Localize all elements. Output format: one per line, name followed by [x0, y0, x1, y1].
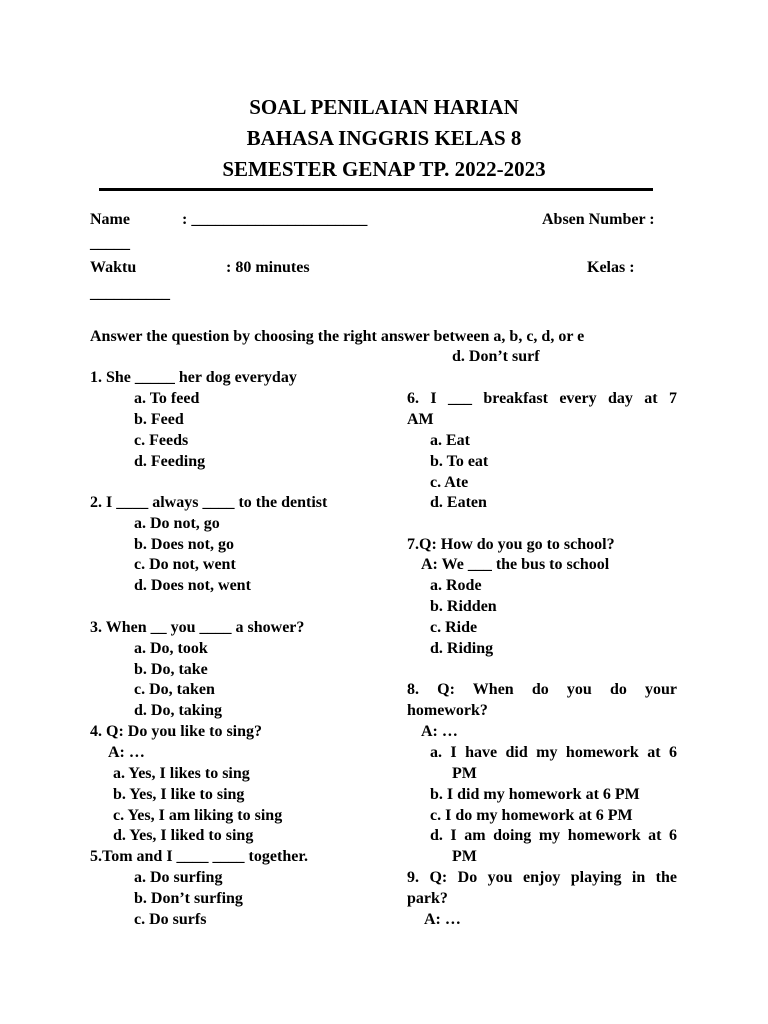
option: b. Yes, I like to sing — [113, 786, 245, 803]
question-text-cont: park? — [407, 890, 448, 907]
question-text: 9. Q: Do you enjoy playing in the — [407, 869, 677, 886]
option: d. I am doing my homework at 6 — [430, 827, 677, 844]
option: a. Rode — [430, 577, 482, 594]
name-blank: : ______________________ — [182, 211, 368, 228]
question-text: 4. Q: Do you like to sing? — [90, 723, 263, 740]
option: c. Do not, went — [134, 556, 236, 573]
option: d. Feeding — [134, 453, 206, 470]
option: d. Yes, I liked to sing — [113, 827, 254, 844]
instruction: Answer the question by choosing the right answer between a, b, c, d, or e — [90, 328, 585, 345]
question-text: 6. I ___ breakfast every day at 7 — [407, 390, 677, 407]
answer-prompt: A: … — [424, 911, 461, 928]
answer-prompt: A: … — [108, 744, 145, 761]
question-text: 7.Q: How do you go to school? — [407, 536, 615, 553]
option: a. Eat — [430, 432, 470, 449]
option: d. Eaten — [430, 494, 487, 511]
waktu-value: : 80 minutes — [226, 259, 310, 276]
option: a. I have did my homework at 6 — [430, 744, 677, 761]
option: b. Feed — [134, 411, 184, 428]
q5-option-d: d. Don’t surf — [452, 348, 540, 365]
option: b. I did my homework at 6 PM — [430, 786, 640, 803]
option: c. Ate — [430, 474, 469, 491]
question-text: 8. Q: When do you do your — [407, 681, 677, 698]
option: a. Yes, I likes to sing — [113, 765, 250, 782]
option: b. Does not, go — [134, 536, 235, 553]
option-cont: PM — [452, 765, 477, 782]
option-cont: PM — [452, 848, 477, 865]
answer-prompt: A: We ___ the bus to school — [421, 556, 610, 573]
option: d. Do, taking — [134, 702, 223, 719]
option: a. Do surfing — [134, 869, 223, 886]
title-line-3: SEMESTER GENAP TP. 2022-2023 — [222, 157, 546, 181]
option: c. Do, taken — [134, 681, 215, 698]
question-text: 3. When __ you ____ a shower? — [90, 619, 305, 636]
option: a. Do, took — [134, 640, 208, 657]
title-line-1: SOAL PENILAIAN HARIAN — [249, 95, 519, 119]
option: b. Ridden — [430, 598, 497, 615]
option: d. Does not, went — [134, 577, 251, 594]
option: d. Riding — [430, 640, 494, 657]
option: a. Do not, go — [134, 515, 220, 532]
question-text: 5.Tom and I ____ ____ together. — [90, 848, 308, 865]
kelas-blank: __________ — [90, 285, 170, 302]
kelas-label: Kelas : — [587, 259, 635, 276]
question-text: 2. I ____ always ____ to the dentist — [90, 494, 328, 511]
option: c. Feeds — [134, 432, 189, 449]
absen-blank: _____ — [90, 235, 130, 252]
option: a. To feed — [134, 390, 200, 407]
title-line-2: BAHASA INGGRIS KELAS 8 — [246, 126, 522, 150]
option: b. To eat — [430, 453, 489, 470]
answer-prompt: A: … — [421, 723, 458, 740]
absen-label: Absen Number : — [542, 211, 655, 228]
option: b. Don’t surfing — [134, 890, 243, 907]
question-text: 1. She _____ her dog everyday — [90, 369, 297, 386]
option: c. Ride — [430, 619, 478, 636]
name-label: Name — [90, 211, 130, 228]
option: c. Do surfs — [134, 911, 207, 928]
header-divider — [99, 188, 653, 191]
question-text-cont: homework? — [407, 702, 488, 719]
option: b. Do, take — [134, 661, 208, 678]
option: c. I do my homework at 6 PM — [430, 807, 633, 824]
waktu-label: Waktu — [90, 259, 137, 276]
option: c. Yes, I am liking to sing — [113, 807, 283, 824]
question-text-cont: AM — [407, 411, 434, 428]
